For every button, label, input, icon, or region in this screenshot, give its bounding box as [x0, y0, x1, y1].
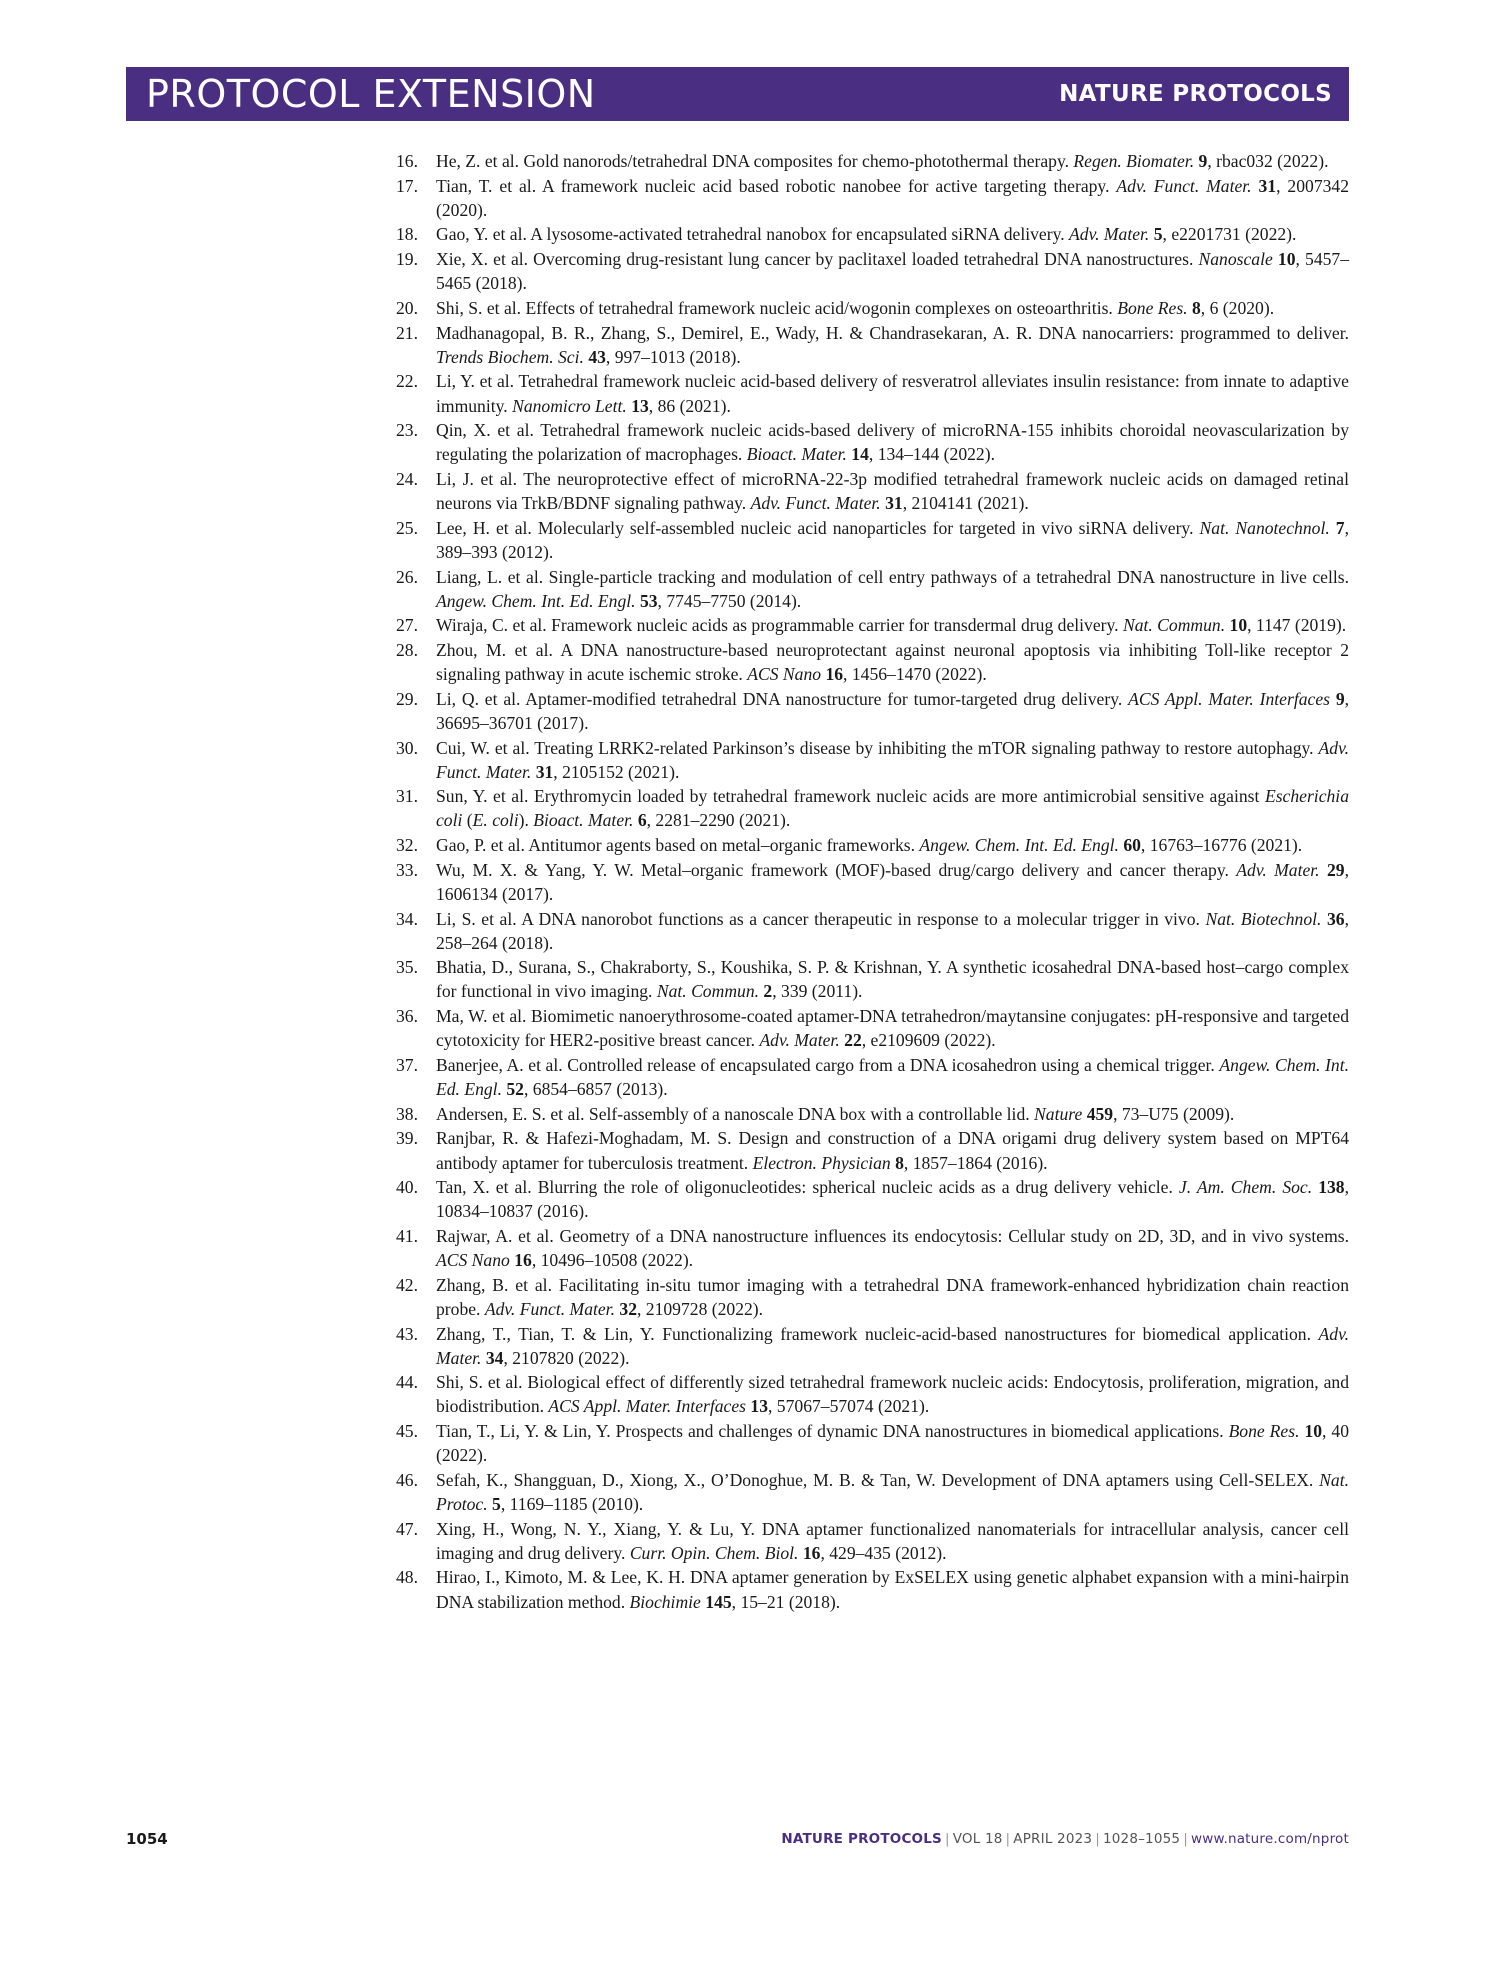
- footer-url-link[interactable]: www.nature.com/nprot: [1190, 1831, 1349, 1847]
- reference-volume: 145: [705, 1591, 732, 1612]
- reference-number: 18.: [396, 224, 418, 245]
- reference-journal: Adv. Mater.: [759, 1030, 840, 1051]
- reference-item: [396, 1102, 1349, 1126]
- reference-number: 16.: [396, 151, 418, 171]
- reference-volume: 60: [1123, 835, 1141, 856]
- reference-text: , 6854–6857 (2013).: [523, 1079, 668, 1100]
- reference-text: , 16763–16776 (2021).: [1140, 835, 1303, 856]
- reference-journal: Nature: [1034, 1103, 1083, 1124]
- reference-journal: Bone Res.: [1228, 1421, 1300, 1442]
- reference-text: Ma, W. et al. Biomimetic nanoerythrosome-coated aptamer-DNA tetrahedron/maytansine conjugates: pH-responsive and targeted cytotoxicity for HER2-positive breast cancer.: [436, 1006, 1349, 1051]
- reference-journal: Adv. Mater.: [1069, 224, 1150, 245]
- reference-volume: 36: [1326, 908, 1345, 929]
- reference-number: 28.: [396, 640, 418, 660]
- reference-text: [1252, 176, 1259, 196]
- page-number: 1054: [126, 1830, 168, 1848]
- reference-item: [396, 1004, 1349, 1052]
- reference-journal: Bioact. Mater.: [533, 810, 634, 831]
- reference-text: , rbac032 (2022).: [1207, 151, 1329, 171]
- reference-number: 21.: [396, 322, 418, 343]
- reference-text: Madhanagopal, B. R., Zhang, S., Demirel, E., Wady, H. & Chandrasekaran, A. R. DNA nanocarriers: programmed to deliver.: [436, 322, 1349, 343]
- reference-text: , 6 (2020).: [1200, 297, 1275, 318]
- reference-number: 43.: [396, 1323, 418, 1344]
- reference-journal: Bone Res.: [1117, 297, 1188, 318]
- reference-item: [396, 369, 1349, 417]
- reference-journal: Angew. Chem. Int. Ed. Engl.: [919, 835, 1119, 856]
- reference-journal: Angew. Chem. Int. Ed. Engl.: [436, 590, 636, 611]
- reference-volume: 10: [1277, 249, 1296, 270]
- reference-number: 46.: [396, 1469, 418, 1490]
- reference-text: , 429–435 (2012).: [820, 1542, 947, 1563]
- reference-volume: 9: [1198, 151, 1208, 171]
- reference-number: 20.: [396, 297, 418, 318]
- reference-item: [396, 1322, 1349, 1370]
- reference-volume: 2: [763, 981, 773, 1002]
- reference-text: Xie, X. et al. Overcoming drug-resistant lung cancer by paclitaxel loaded tetrahedral DNA nanostructures.: [436, 249, 1199, 270]
- reference-text: Liang, L. et al. Single-particle tracking and modulation of cell entry pathways of a tetrahedral DNA nanostructure in live cells.: [436, 566, 1349, 587]
- reference-text: Sun, Y. et al. Erythromycin loaded by tetrahedral framework nucleic acids are more antimicrobial sensitive against: [436, 786, 1265, 807]
- reference-text: , 2007342 (2020).: [436, 175, 1350, 220]
- reference-number: 47.: [396, 1518, 418, 1539]
- reference-text: , 1456–1470 (2022).: [843, 664, 987, 685]
- journal-title: NATURE PROTOCOLS: [1059, 81, 1332, 107]
- reference-text: , e2109609 (2022).: [861, 1030, 996, 1051]
- reference-text: , 10496–10508 (2022).: [531, 1250, 694, 1271]
- reference-number: 38.: [396, 1103, 418, 1124]
- reference-journal: J. Am. Chem. Soc.: [1178, 1177, 1313, 1198]
- reference-text: Gao, P. et al. Antitumor agents based on metal–organic frameworks.: [436, 835, 920, 856]
- reference-text: , 36695–36701 (2017).: [436, 688, 1350, 733]
- reference-text: Zhang, B. et al. Facilitating in-situ tumor imaging with a tetrahedral DNA framework-enhanced hybridization chain reaction probe.: [436, 1274, 1349, 1319]
- reference-journal: Adv. Mater.: [1236, 859, 1320, 880]
- reference-volume: 32: [619, 1298, 637, 1319]
- reference-number: 19.: [396, 249, 418, 270]
- reference-volume: 31: [1258, 175, 1277, 196]
- reference-journal: Nanoscale: [1198, 249, 1273, 270]
- reference-text: Li, S. et al. A DNA nanorobot functions as a cancer therapeutic in response to a molecular trigger in vivo.: [436, 908, 1206, 929]
- reference-item: [396, 907, 1349, 955]
- reference-text: Zhang, T., Tian, T. & Lin, Y. Functionalizing framework nucleic-acid-based nanostructures for biomedical application.: [436, 1323, 1319, 1344]
- reference-number: 41.: [396, 1225, 418, 1246]
- reference-text: , 73–U75 (2009).: [1113, 1103, 1235, 1124]
- reference-item: [396, 613, 1349, 637]
- reference-journal: ACS Nano: [436, 1250, 510, 1271]
- reference-item: [396, 467, 1349, 515]
- reference-item: [396, 1419, 1349, 1467]
- reference-text: ).: [518, 810, 534, 831]
- reference-item: [396, 1370, 1349, 1418]
- reference-text: , 5457–5465 (2018).: [436, 249, 1350, 294]
- reference-text: Andersen, E. S. et al. Self-assembly of a nanoscale DNA box with a controllable lid.: [436, 1103, 1035, 1124]
- footer-separator: |: [1095, 1831, 1100, 1847]
- reference-number: 42.: [396, 1274, 418, 1295]
- reference-item: [396, 687, 1349, 735]
- reference-number: 32.: [396, 835, 418, 856]
- reference-volume: 9: [1335, 688, 1345, 709]
- reference-number: 23.: [396, 420, 418, 441]
- reference-volume: 16: [514, 1250, 532, 1271]
- reference-item: [396, 833, 1349, 857]
- reference-text: Cui, W. et al. Treating LRRK2-related Parkinson’s disease by inhibiting the mTOR signaling pathway to restore autophagy.: [436, 737, 1319, 758]
- reference-item: [396, 784, 1349, 832]
- reference-journal: Regen. Biomater.: [1073, 151, 1195, 171]
- reference-text: , 57067–57074 (2021).: [768, 1396, 930, 1417]
- reference-item: [396, 955, 1349, 1003]
- reference-number: 48.: [396, 1567, 418, 1588]
- header-bar: [126, 67, 1349, 121]
- reference-text: , 389–393 (2012).: [436, 517, 1349, 562]
- reference-volume: 8: [1192, 297, 1201, 318]
- reference-text: Shi, S. et al. Effects of tetrahedral framework nucleic acid/wogonin complexes on osteoarthritis.: [436, 297, 1118, 318]
- reference-number: 26.: [396, 566, 418, 587]
- reference-volume: 31: [885, 493, 903, 514]
- journal-citation-line: [781, 1831, 1349, 1847]
- reference-journal: Nat. Biotechnol.: [1205, 908, 1322, 929]
- reference-text: Tian, T., Li, Y. & Lin, Y. Prospects and challenges of dynamic DNA nanostructures in biomedical applications.: [436, 1421, 1229, 1442]
- reference-text: Shi, S. et al. Biological effect of differently sized tetrahedral framework nucleic acids: Endocytosis, proliferation, migration, and biodistribution.: [436, 1372, 1349, 1417]
- reference-text: , 134–144 (2022).: [868, 444, 995, 465]
- reference-text: , 1147 (2019).: [1247, 615, 1347, 636]
- reference-volume: 22: [844, 1030, 862, 1051]
- reference-text: Ranjbar, R. & Hafezi-Moghadam, M. S. Design and construction of a DNA origami drug delivery system based on MPT64 antibody aptamer for tuberculosis treatment.: [436, 1128, 1349, 1173]
- reference-text: Bhatia, D., Surana, S., Chakraborty, S., Koushika, S. P. & Krishnan, Y. A synthetic icosahedral DNA-based host–cargo complex for functional in vivo imaging.: [436, 957, 1349, 1002]
- footer-pages: 1028–1055: [1102, 1831, 1181, 1847]
- reference-journal: Adv. Funct. Mater.: [1116, 175, 1252, 196]
- footer-separator: |: [1005, 1831, 1011, 1847]
- reference-volume: 5: [492, 1493, 501, 1514]
- reference-item: [396, 1053, 1349, 1101]
- reference-text: Li, Q. et al. Aptamer-modified tetrahedral DNA nanostructure for tumor-targeted drug delivery.: [436, 688, 1129, 709]
- reference-number: 24.: [396, 468, 418, 489]
- reference-journal: Adv. Funct. Mater.: [750, 493, 881, 514]
- section-title: PROTOCOL EXTENSION: [146, 72, 596, 116]
- reference-journal: Curr. Opin. Chem. Biol.: [629, 1542, 799, 1563]
- footer-date: APRIL 2023: [1013, 1831, 1093, 1847]
- reference-journal: Biochimie: [629, 1591, 701, 1612]
- reference-journal: Angew. Chem. Int. Ed. Engl.: [436, 1054, 1349, 1100]
- reference-number: 39.: [396, 1128, 418, 1149]
- reference-text: Wu, M. X. & Yang, Y. W. Metal–organic framework (MOF)-based drug/cargo delivery and cancer therapy.: [436, 859, 1237, 880]
- reference-text: , 2104141 (2021).: [902, 493, 1029, 514]
- reference-item: [396, 1126, 1349, 1174]
- footer-volume: VOL 18: [952, 1831, 1003, 1847]
- reference-journal: Nat. Nanotechnol.: [1199, 517, 1330, 538]
- reference-text: Gao, Y. et al. A lysosome-activated tetrahedral nanobox for encapsulated siRNA delivery.: [436, 224, 1070, 245]
- reference-volume: 6: [637, 810, 647, 831]
- reference-text: , e2201731 (2022).: [1162, 224, 1297, 245]
- reference-journal: Adv. Mater.: [436, 1323, 1349, 1368]
- reference-text: , 339 (2011).: [772, 981, 863, 1002]
- reference-text: , 2281–2290 (2021).: [646, 810, 791, 831]
- reference-number: 40.: [396, 1177, 418, 1198]
- reference-volume: 16: [802, 1542, 821, 1563]
- reference-number: 33.: [396, 859, 418, 880]
- reference-number: 25.: [396, 517, 418, 538]
- reference-item: [396, 1517, 1349, 1565]
- reference-number: 30.: [396, 737, 418, 758]
- reference-text: Xing, H., Wong, N. Y., Xiang, Y. & Lu, Y. DNA aptamer functionalized nanomaterials for intracellular analysis, cancer cell imaging and drug delivery.: [436, 1518, 1349, 1563]
- reference-item: [396, 1175, 1349, 1223]
- reference-item: [396, 565, 1349, 613]
- reference-item: [396, 1224, 1349, 1272]
- reference-text: Li, Y. et al. Tetrahedral framework nucleic acid-based delivery of resveratrol alleviates insulin resistance: from innate to adaptive immunity.: [436, 371, 1349, 416]
- reference-text: , 86 (2021).: [648, 395, 731, 416]
- reference-number: 29.: [396, 688, 418, 709]
- reference-journal: ACS Appl. Mater. Interfaces: [548, 1396, 746, 1417]
- reference-text: , 2109728 (2022).: [636, 1298, 764, 1319]
- reference-text: Tian, T. et al. A framework nucleic acid based robotic nanobee for active targeting therapy.: [436, 175, 1117, 196]
- reference-number: 31.: [396, 786, 418, 807]
- reference-text: , 15–21 (2018).: [731, 1591, 841, 1612]
- reference-journal: E. coli: [472, 810, 519, 831]
- reference-text: Lee, H. et al. Molecularly self-assembled nucleic acid nanoparticles for targeted in vivo siRNA delivery.: [436, 517, 1200, 538]
- reference-number: 37.: [396, 1054, 418, 1075]
- reference-text: Tan, X. et al. Blurring the role of oligonucleotides: spherical nucleic acids as a drug delivery vehicle.: [436, 1177, 1179, 1198]
- reference-number: 27.: [396, 615, 418, 636]
- reference-journal: Nat. Protoc.: [436, 1469, 1349, 1514]
- reference-item: [396, 736, 1349, 784]
- reference-item: [396, 858, 1349, 906]
- reference-volume: 10: [1229, 615, 1248, 636]
- reference-text: Wiraja, C. et al. Framework nucleic acids as programmable carrier for transdermal drug delivery.: [436, 615, 1123, 636]
- reference-volume: 34: [485, 1347, 504, 1368]
- reference-journal: Bioact. Mater.: [746, 444, 847, 465]
- reference-volume: 52: [506, 1079, 524, 1100]
- reference-text: He, Z. et al. Gold nanorods/tetrahedral DNA composites for chemo-photothermal therapy.: [436, 151, 1074, 171]
- reference-item: [396, 638, 1349, 686]
- reference-text: [1320, 860, 1327, 880]
- reference-volume: 53: [639, 590, 658, 611]
- reference-text: , 1169–1185 (2010).: [500, 1493, 644, 1514]
- reference-number: 17.: [396, 175, 418, 196]
- footer-separator: |: [944, 1831, 950, 1847]
- reference-item: [396, 222, 1349, 246]
- footer-journal-name: NATURE PROTOCOLS: [781, 1831, 942, 1847]
- reference-text: Zhou, M. et al. A DNA nanostructure-based neuroprotectant against neuronal apoptosis via inhibiting Toll-like receptor 2 signaling pathway in acute ischemic stroke.: [436, 640, 1349, 685]
- reference-volume: 8: [895, 1152, 904, 1173]
- reference-text: , 1857–1864 (2016).: [903, 1152, 1048, 1173]
- reference-item: [396, 1565, 1349, 1613]
- footer-separator: |: [1183, 1831, 1188, 1847]
- reference-number: 22.: [396, 371, 418, 392]
- reference-text: (: [462, 810, 473, 831]
- reference-journal: Escherichia coli: [436, 786, 1349, 831]
- reference-text: Li, J. et al. The neuroprotective effect of microRNA-22-3p modified tetrahedral framework nucleic acids on damaged retinal neurons via TrkB/BDNF signaling pathway.: [436, 468, 1349, 514]
- reference-list: [396, 149, 1349, 1614]
- reference-volume: 5: [1153, 224, 1163, 245]
- reference-item: [396, 418, 1349, 466]
- reference-text: Qin, X. et al. Tetrahedral framework nucleic acids-based delivery of microRNA-155 inhibits choroidal neovascularization by regulating the polarization of macrophages.: [436, 420, 1349, 465]
- reference-number: 34.: [396, 908, 418, 929]
- reference-text: Sefah, K., Shangguan, D., Xiong, X., O’Donoghue, M. B. & Tan, W. Development of DNA aptamers using Cell-SELEX.: [436, 1469, 1320, 1490]
- reference-text: , 2107820 (2022).: [503, 1347, 630, 1368]
- reference-journal: Nanomicro Lett.: [512, 395, 627, 416]
- reference-number: 36.: [396, 1006, 418, 1027]
- reference-text: Hirao, I., Kimoto, M. & Lee, K. H. DNA aptamer generation by ExSELEX using genetic alphabet expansion with a mini-hairpin DNA stabilization method.: [436, 1567, 1349, 1612]
- reference-text: , 258–264 (2018).: [436, 908, 1349, 953]
- reference-volume: 14: [851, 444, 869, 465]
- reference-text: , 40 (2022).: [436, 1421, 1350, 1466]
- reference-journal: ACS Nano: [747, 664, 822, 685]
- reference-text: Rajwar, A. et al. Geometry of a DNA nanostructure influences its endocytosis: Cellular study on 2D, 3D, and in vivo systems.: [436, 1225, 1349, 1246]
- reference-item: [396, 149, 1349, 173]
- reference-journal: Electron. Physician: [752, 1152, 891, 1173]
- reference-volume: 13: [631, 395, 649, 416]
- reference-text: , 10834–10837 (2016).: [436, 1177, 1349, 1222]
- reference-item: [396, 1273, 1349, 1321]
- reference-volume: 138: [1318, 1177, 1345, 1198]
- reference-journal: Nat. Commun.: [1122, 615, 1226, 636]
- footer: [126, 1830, 1349, 1848]
- reference-volume: 7: [1335, 517, 1345, 538]
- reference-journal: Nat. Commun.: [656, 981, 760, 1002]
- reference-journal: ACS Appl. Mater. Interfaces: [1128, 688, 1330, 709]
- reference-volume: 13: [750, 1396, 768, 1417]
- reference-text: , 7745–7750 (2014).: [657, 590, 802, 611]
- reference-volume: 10: [1304, 1421, 1323, 1442]
- reference-number: 45.: [396, 1421, 418, 1442]
- reference-volume: 43: [588, 346, 606, 367]
- reference-number: 35.: [396, 957, 418, 978]
- reference-text: Banerjee, A. et al. Controlled release of encapsulated cargo from a DNA icosahedron using a chemical trigger.: [436, 1054, 1220, 1075]
- reference-journal: Adv. Funct. Mater.: [484, 1298, 615, 1319]
- reference-volume: 29: [1327, 859, 1345, 880]
- reference-item: [396, 516, 1349, 564]
- reference-item: [396, 1468, 1349, 1516]
- reference-item: [396, 174, 1349, 222]
- reference-text: , 1606134 (2017).: [436, 859, 1349, 904]
- reference-number: 44.: [396, 1372, 418, 1393]
- reference-item: [396, 321, 1349, 369]
- reference-volume: 31: [535, 761, 554, 782]
- reference-text: , 997–1013 (2018).: [605, 346, 741, 367]
- reference-item: [396, 296, 1349, 320]
- reference-volume: 459: [1086, 1103, 1114, 1124]
- reference-journal: Adv. Funct. Mater.: [436, 737, 1349, 782]
- reference-item: [396, 247, 1349, 295]
- reference-text: , 2105152 (2021).: [553, 761, 680, 782]
- reference-journal: Trends Biochem. Sci.: [436, 346, 584, 367]
- reference-volume: 16: [825, 664, 844, 685]
